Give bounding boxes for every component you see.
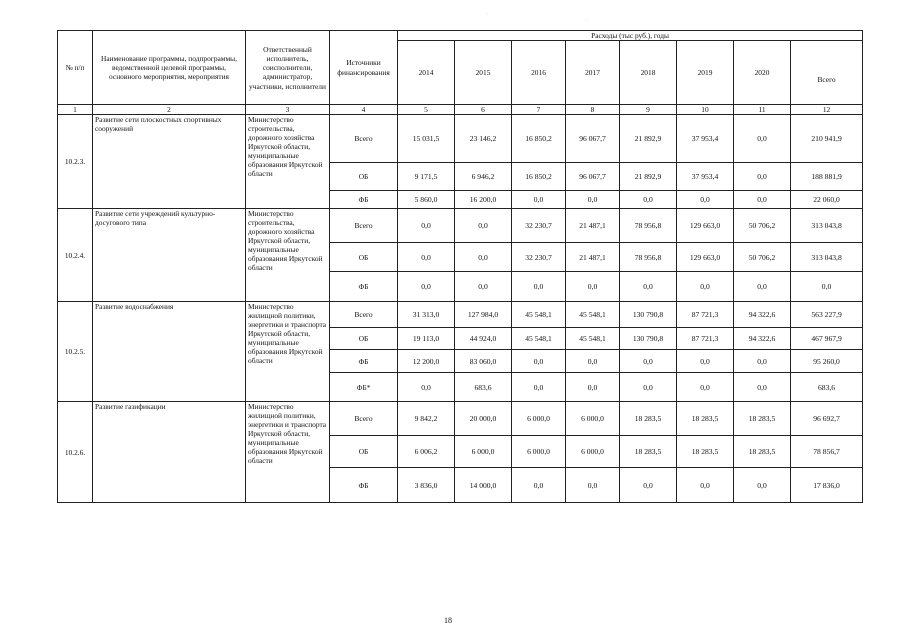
total-value: 313 043,8	[791, 243, 863, 272]
year-value: 130 790,8	[620, 302, 677, 328]
header-year: 2019	[677, 41, 734, 105]
year-value: 129 663,0	[677, 209, 734, 243]
column-number: 4	[330, 105, 398, 115]
year-value: 0,0	[620, 350, 677, 373]
table-body	[58, 115, 863, 503]
year-value: 0,0	[734, 163, 791, 191]
measure-name: Развитие газификации	[93, 402, 246, 503]
year-value: 0,0	[566, 191, 620, 209]
year-value: 6 000,0	[512, 436, 566, 468]
year-value: 78 956,8	[620, 243, 677, 272]
year-value: 83 060,0	[455, 350, 512, 373]
column-number: 2	[93, 105, 246, 115]
header-executor: Ответственный исполнитель, соисполнители, администратор, участники, исполнители	[246, 31, 330, 105]
funding-source: ФБ	[330, 468, 398, 503]
year-value: 16 200,0	[455, 191, 512, 209]
year-value: 9 171,5	[398, 163, 455, 191]
year-value: 96 067,7	[566, 163, 620, 191]
year-value: 78 956,8	[620, 209, 677, 243]
year-value: 19 113,0	[398, 328, 455, 350]
year-value: 0,0	[566, 373, 620, 402]
responsible-executor: Министерство строительства, дорожного хозяйства Иркутской области, муниципальные образования Иркутской области	[246, 115, 330, 209]
year-value: 6 946,2	[455, 163, 512, 191]
year-value: 14 000,0	[455, 468, 512, 503]
measure-name: Развитие сети плоскостных спортивных сооружений	[93, 115, 246, 209]
year-value: 96 067,7	[566, 115, 620, 163]
year-value: 683,6	[455, 373, 512, 402]
year-value: 6 000,0	[512, 402, 566, 436]
funding-source: Всего	[330, 115, 398, 163]
year-value: 15 031,5	[398, 115, 455, 163]
year-value: 0,0	[512, 468, 566, 503]
funding-source: Всего	[330, 302, 398, 328]
header-source: Источники финансирования	[330, 31, 398, 105]
scan-speck: ·	[487, 12, 489, 17]
year-value: 21 487,1	[566, 209, 620, 243]
column-number: 1	[58, 105, 93, 115]
year-value: 18 283,5	[620, 402, 677, 436]
year-value: 0,0	[734, 191, 791, 209]
column-number: 8	[566, 105, 620, 115]
year-value: 0,0	[734, 115, 791, 163]
funding-source: ОБ	[330, 163, 398, 191]
column-number: 3	[246, 105, 330, 115]
responsible-executor: Министерство жилищной политики, энергетики и транспорта Иркутской области, муниципальные образования Иркутской области	[246, 402, 330, 503]
year-value: 94 322,6	[734, 302, 791, 328]
year-value: 45 548,1	[566, 302, 620, 328]
year-value: 18 283,5	[677, 402, 734, 436]
responsible-executor: Министерство строительства, дорожного хозяйства Иркутской области, муниципальные образования Иркутской области	[246, 209, 330, 302]
year-value: 23 146,2	[455, 115, 512, 163]
year-value: 18 283,5	[734, 402, 791, 436]
funding-source: ОБ	[330, 243, 398, 272]
year-value: 94 322,6	[734, 328, 791, 350]
year-value: 3 836,0	[398, 468, 455, 503]
year-value: 0,0	[398, 243, 455, 272]
year-value: 37 953,4	[677, 115, 734, 163]
year-value: 130 790,8	[620, 328, 677, 350]
year-value: 5 860,0	[398, 191, 455, 209]
column-number: 5	[398, 105, 455, 115]
table-row	[58, 209, 863, 243]
year-value: 0,0	[398, 272, 455, 302]
year-value: 9 842,2	[398, 402, 455, 436]
year-value: 16 850,2	[512, 163, 566, 191]
year-value: 50 706,2	[734, 209, 791, 243]
page-number: 18	[444, 616, 452, 625]
year-value: 18 283,5	[677, 436, 734, 468]
year-value: 0,0	[398, 209, 455, 243]
year-value: 21 892,9	[620, 163, 677, 191]
measure-name: Развитие водоснабжения	[93, 302, 246, 402]
funding-source: ФБ	[330, 272, 398, 302]
row-index: 10.2.3.	[58, 115, 93, 209]
year-value: 21 892,9	[620, 115, 677, 163]
year-value: 0,0	[566, 468, 620, 503]
year-value: 31 313,0	[398, 302, 455, 328]
table-row	[58, 115, 863, 163]
budget-table	[57, 30, 863, 503]
funding-source: ФБ	[330, 191, 398, 209]
year-value: 0,0	[455, 243, 512, 272]
total-value: 188 881,9	[791, 163, 863, 191]
funding-source: ОБ	[330, 328, 398, 350]
year-value: 87 721,3	[677, 302, 734, 328]
year-value: 6 006,2	[398, 436, 455, 468]
column-number: 9	[620, 105, 677, 115]
year-value: 0,0	[734, 272, 791, 302]
column-number: 12	[791, 105, 863, 115]
header-name: Наименование программы, подпрограммы, ведомственной целевой программы, основного мероприятия, мероприятия	[93, 31, 246, 105]
total-value: 95 260,0	[791, 350, 863, 373]
header-total: Всего	[791, 41, 863, 105]
column-number: 6	[455, 105, 512, 115]
year-value: 6 000,0	[566, 436, 620, 468]
year-value: 37 953,4	[677, 163, 734, 191]
year-value: 45 548,1	[512, 302, 566, 328]
year-value: 0,0	[512, 373, 566, 402]
column-number-row	[58, 105, 863, 115]
column-number: 7	[512, 105, 566, 115]
row-index: 10.2.6.	[58, 402, 93, 503]
year-value: 45 548,1	[566, 328, 620, 350]
funding-source: ФБ*	[330, 373, 398, 402]
year-value: 32 230,7	[512, 243, 566, 272]
funding-source: Всего	[330, 209, 398, 243]
header-year: 2017	[566, 41, 620, 105]
total-value: 467 967,9	[791, 328, 863, 350]
year-value: 18 283,5	[734, 436, 791, 468]
year-value: 6 000,0	[455, 436, 512, 468]
funding-source: ФБ	[330, 350, 398, 373]
year-value: 0,0	[734, 468, 791, 503]
year-value: 87 721,3	[677, 328, 734, 350]
header-year: 2020	[734, 41, 791, 105]
year-value: 129 663,0	[677, 243, 734, 272]
header-year: 2014	[398, 41, 455, 105]
year-value: 16 850,2	[512, 115, 566, 163]
total-value: 78 856,7	[791, 436, 863, 468]
total-value: 96 692,7	[791, 402, 863, 436]
total-value: 17 836,0	[791, 468, 863, 503]
funding-source: Всего	[330, 402, 398, 436]
responsible-executor: Министерство жилищной политики, энергетики и транспорта Иркутской области, муниципальные образования Иркутской области	[246, 302, 330, 402]
measure-name: Развитие сети учреждений культурно-досугового типа	[93, 209, 246, 302]
year-value: 0,0	[620, 272, 677, 302]
year-value: 0,0	[566, 272, 620, 302]
year-value: 0,0	[455, 209, 512, 243]
year-value: 20 000,0	[455, 402, 512, 436]
column-number: 10	[677, 105, 734, 115]
year-value: 0,0	[677, 468, 734, 503]
table-row	[58, 402, 863, 436]
header-expenses: Расходы (тыс руб.), годы	[398, 31, 863, 41]
funding-source: ОБ	[330, 436, 398, 468]
header-num: № п/п	[58, 31, 93, 105]
year-value: 12 200,0	[398, 350, 455, 373]
header-year: 2015	[455, 41, 512, 105]
year-value: 0,0	[512, 350, 566, 373]
year-value: 0,0	[566, 350, 620, 373]
column-number: 11	[734, 105, 791, 115]
total-value: 0,0	[791, 272, 863, 302]
year-value: 0,0	[620, 468, 677, 503]
year-value: 0,0	[620, 373, 677, 402]
year-value: 0,0	[677, 191, 734, 209]
year-value: 44 924,0	[455, 328, 512, 350]
year-value: 21 487,1	[566, 243, 620, 272]
total-value: 313 043,8	[791, 209, 863, 243]
year-value: 0,0	[677, 272, 734, 302]
year-value: 0,0	[734, 373, 791, 402]
year-value: 0,0	[734, 350, 791, 373]
year-value: 50 706,2	[734, 243, 791, 272]
total-value: 22 060,0	[791, 191, 863, 209]
year-value: 0,0	[677, 350, 734, 373]
year-value: 45 548,1	[512, 328, 566, 350]
row-index: 10.2.4.	[58, 209, 93, 302]
year-value: 0,0	[398, 373, 455, 402]
scan-speck: ·	[586, 18, 588, 23]
year-value: 0,0	[620, 191, 677, 209]
year-value: 18 283,5	[620, 436, 677, 468]
total-value: 683,6	[791, 373, 863, 402]
total-value: 563 227,9	[791, 302, 863, 328]
year-value: 127 984,0	[455, 302, 512, 328]
year-value: 0,0	[512, 191, 566, 209]
table-row	[58, 302, 863, 328]
year-value: 0,0	[455, 272, 512, 302]
year-value: 32 230,7	[512, 209, 566, 243]
year-value: 0,0	[512, 272, 566, 302]
header-year: 2016	[512, 41, 566, 105]
row-index: 10.2.5.	[58, 302, 93, 402]
year-value: 0,0	[677, 373, 734, 402]
total-value: 210 941,9	[791, 115, 863, 163]
header-year: 2018	[620, 41, 677, 105]
year-value: 6 000,0	[566, 402, 620, 436]
